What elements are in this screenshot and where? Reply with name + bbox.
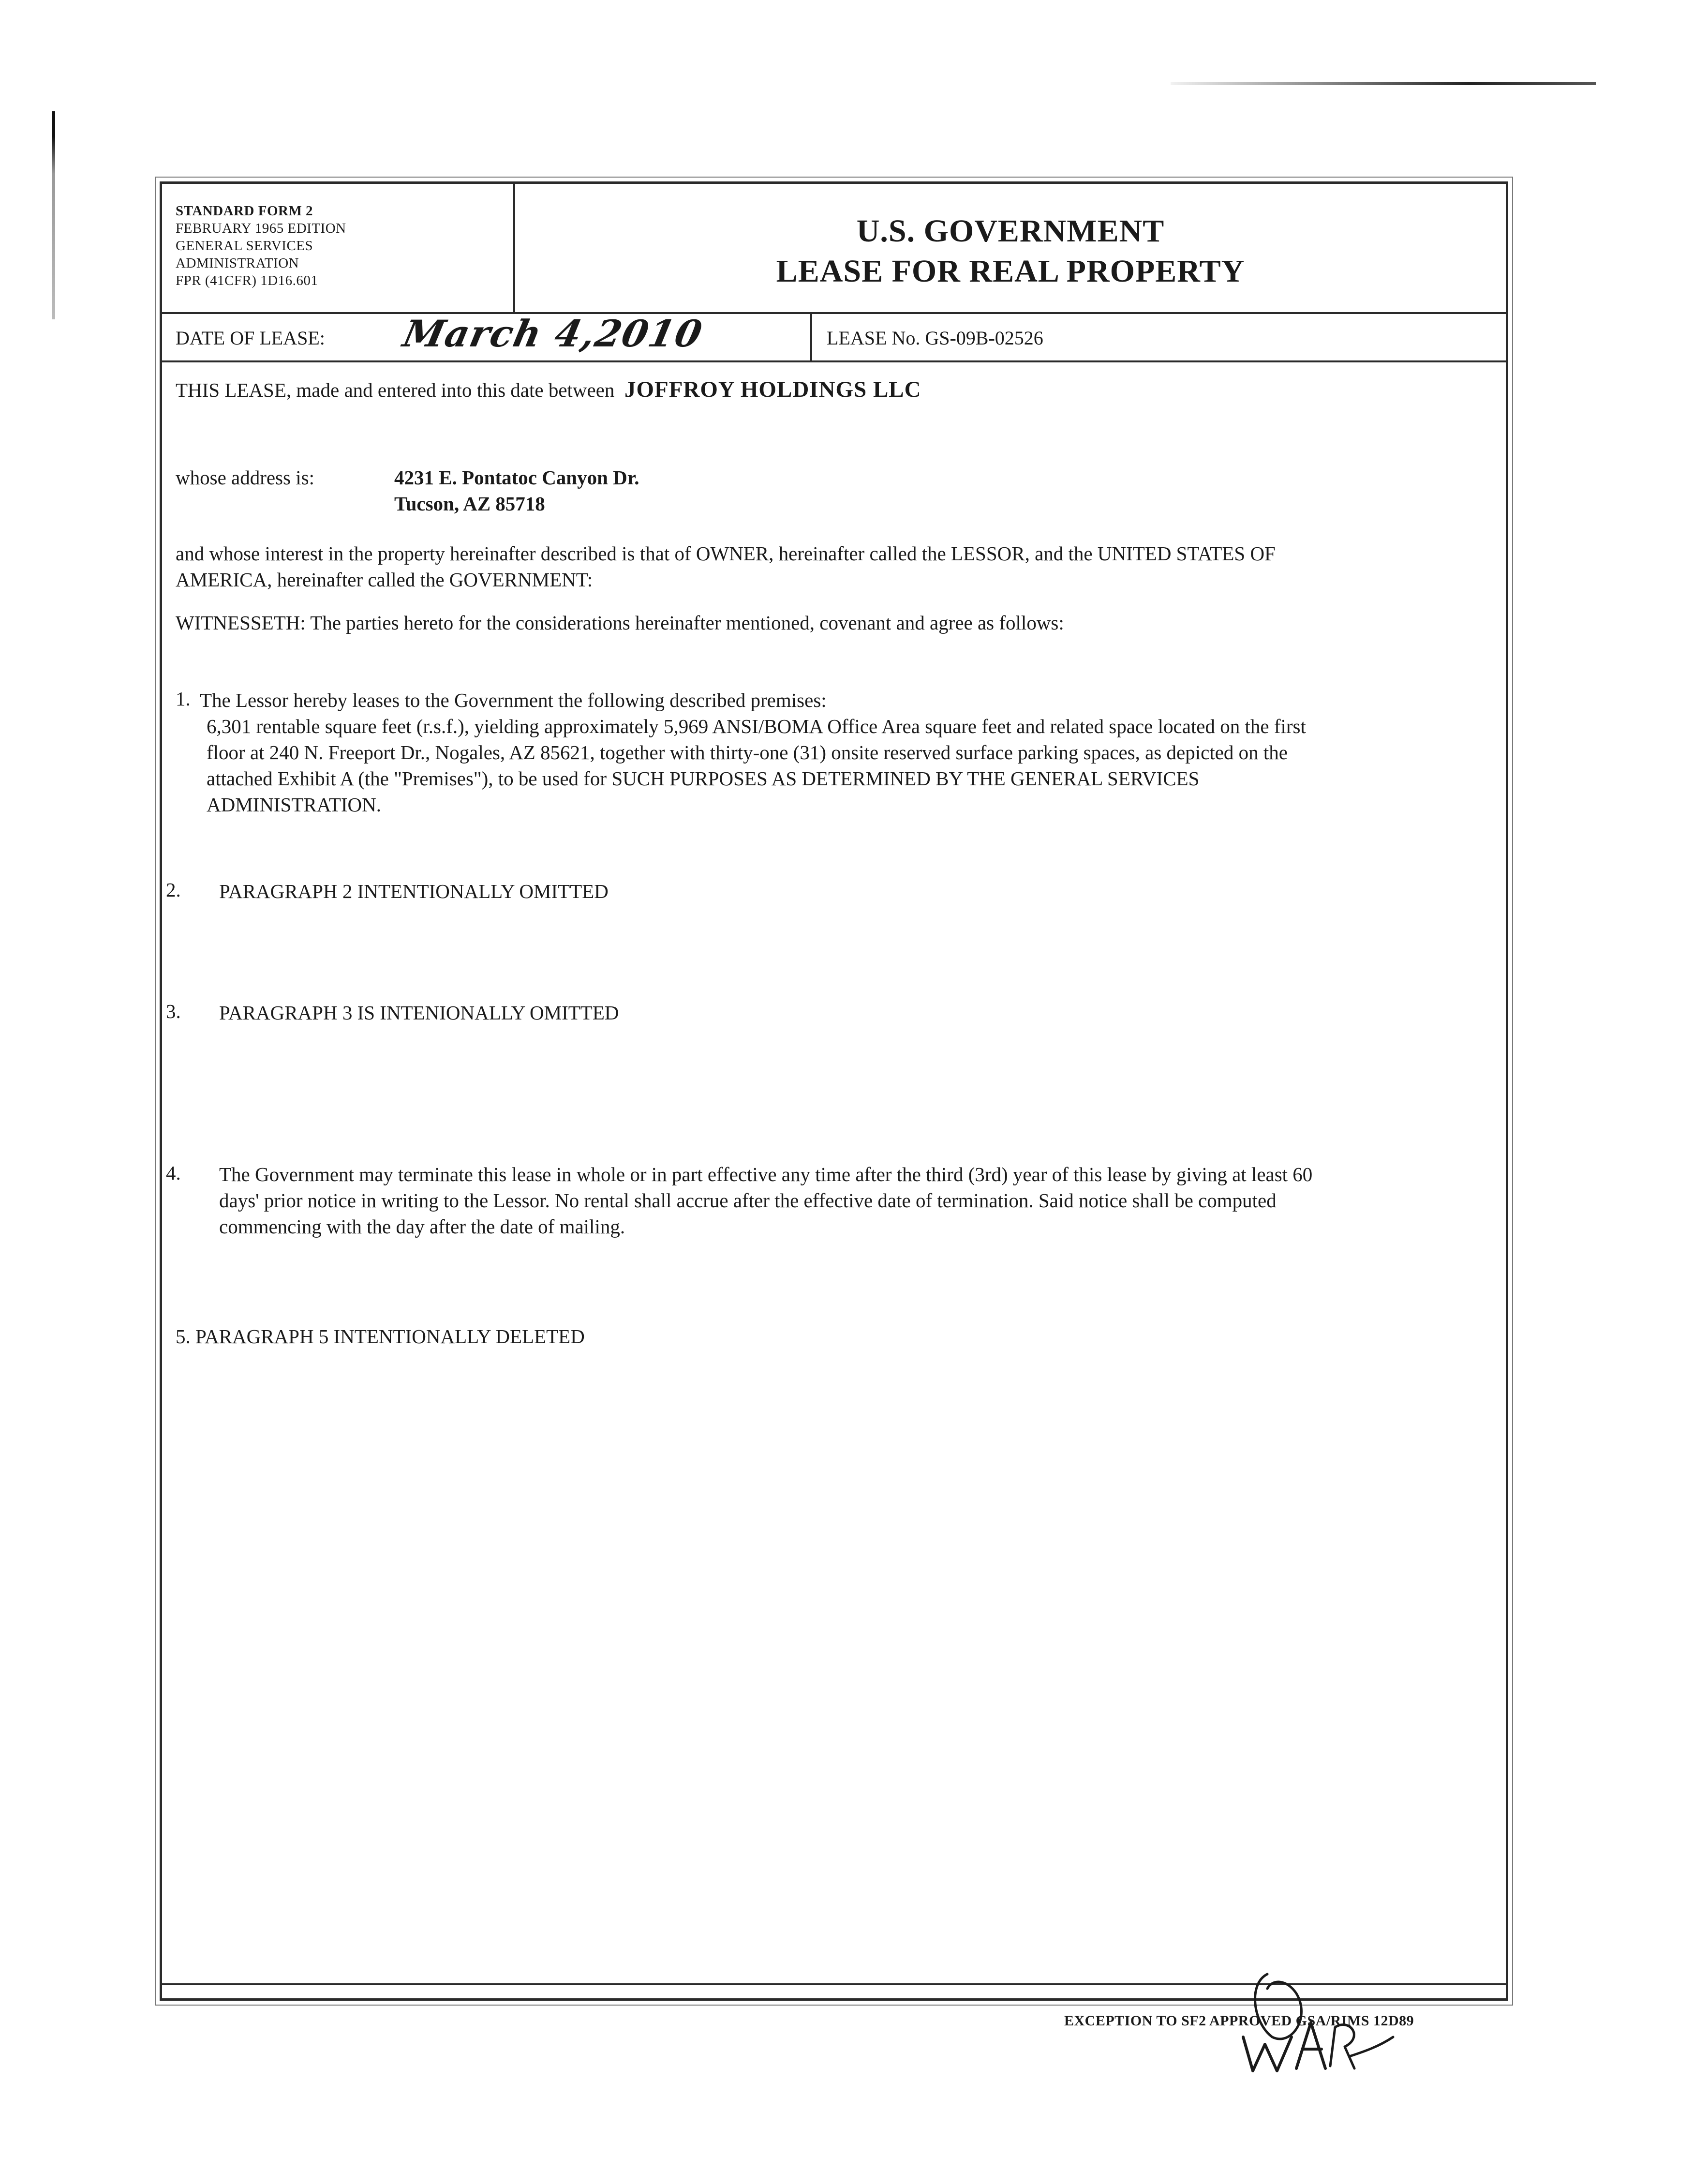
form-id-line: STANDARD FORM 2 [176, 203, 313, 219]
interest-line-2: AMERICA, hereinafter called the GOVERNMENT: [176, 569, 593, 591]
paragraph-1-line: The Lessor hereby leases to the Government the following described premises: [200, 689, 827, 711]
paragraph-1-line: ADMINISTRATION. [207, 794, 382, 816]
address-line-2: Tucson, AZ 85718 [394, 493, 545, 515]
paragraph-2-text: PARAGRAPH 2 INTENTIONALLY OMITTED [219, 880, 609, 902]
handwritten-date: March 4,2010 [399, 312, 707, 355]
paragraph-3-text: PARAGRAPH 3 IS INTENIONALLY OMITTED [219, 1002, 619, 1024]
intro-line [176, 376, 921, 403]
scan-artifact-line [1171, 82, 1596, 85]
title-line-2: LEASE FOR REAL PROPERTY [776, 254, 1245, 289]
date-row [162, 312, 1506, 362]
paragraph-1-line: attached Exhibit A (the "Premises"), to be used for SUCH PURPOSES AS DETERMINED BY THE GENERAL SERVICES [207, 767, 1200, 790]
date-of-lease-label: DATE OF LEASE: [176, 327, 325, 349]
lease-form [160, 181, 1508, 2001]
lease-number-cell [810, 312, 1506, 360]
handwritten-initials-icon [1238, 1964, 1398, 2076]
interest-line-1: and whose interest in the property hereinafter described is that of OWNER, hereinafter called the LESSOR, and the UNITED STATES OF [176, 542, 1276, 565]
paragraph-5-text: 5. PARAGRAPH 5 INTENTIONALLY DELETED [176, 1325, 585, 1348]
paragraph-4-line: The Government may terminate this lease in whole or in part effective any time after the third (3rd) year of this lease by giving at least 60 [219, 1163, 1313, 1185]
paragraph-4-line: days' prior notice in writing to the Lessor. No rental shall accrue after the effective date of termination. Said notice shall be computed [219, 1189, 1277, 1212]
paragraph-1-line: floor at 240 N. Freeport Dr., Nogales, AZ 85621, together with thirty-one (31) onsite reserved surface parking spaces, as depicted on the [207, 741, 1288, 764]
paragraph-1-line: 6,301 rentable square feet (r.s.f.), yielding approximately 5,969 ANSI/BOMA Office Area square feet and related space located on the first [207, 715, 1306, 737]
exception-note: EXCEPTION TO SF2 APPROVED GSA/RIMS 12D89 [1064, 2013, 1414, 2029]
form-title [515, 184, 1506, 312]
form-id-line: FPR (41CFR) 1D16.601 [176, 273, 318, 288]
form-id-line: GENERAL SERVICES [176, 238, 313, 254]
paragraph-1-number: 1. [176, 688, 191, 710]
witnesseth: WITNESSETH: The parties hereto for the considerations hereinafter mentioned, covenant and agree as follows: [176, 612, 1064, 634]
lease-number: LEASE No. GS-09B-02526 [827, 327, 1043, 349]
form-id-line: ADMINISTRATION [176, 255, 299, 271]
lessor-name: JOFFROY HOLDINGS LLC [624, 377, 921, 402]
paragraph-4-line: commencing with the day after the date of mailing. [219, 1215, 625, 1238]
form-id-line: FEBRUARY 1965 EDITION [176, 221, 346, 236]
paragraph-2-number: 2. [166, 879, 181, 901]
scan-margin-mark [52, 111, 55, 319]
form-header [162, 184, 1506, 314]
form-identifier [162, 184, 515, 312]
paragraph-4-number: 4. [166, 1162, 181, 1184]
paragraph-3-number: 3. [166, 1000, 181, 1022]
intro-prefix: THIS LEASE, made and entered into this date between [176, 379, 615, 401]
title-line-1: U.S. GOVERNMENT [856, 213, 1165, 249]
address-line-1: 4231 E. Pontatoc Canyon Dr. [394, 466, 639, 489]
address-label: whose address is: [176, 466, 314, 489]
